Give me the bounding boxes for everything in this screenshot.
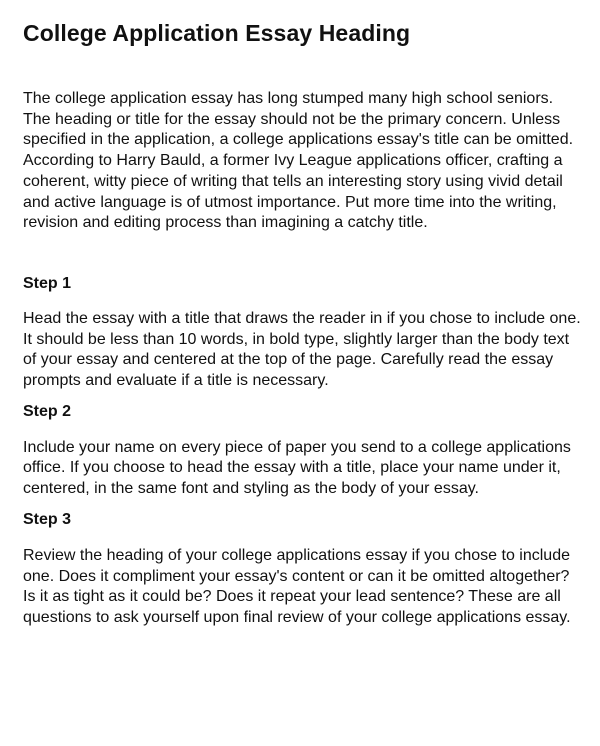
step-2-heading: Step 2 xyxy=(23,402,72,420)
step-1-heading: Step 1 xyxy=(23,274,72,292)
step-3-heading: Step 3 xyxy=(23,510,72,528)
document xyxy=(23,18,583,629)
intro-paragraph: The college application essay has long stumped many high school seniors. The heading or title for the essay should not be the primary concern. Unless specified in the application, a college applications essay's title can be omitted. According to Harry Bauld, a former Ivy League applications officer, crafting a coherent, witty piece of writing that tells an interesting story using vivid detail and active language is of utmost importance. Put more time into the writing, revision and editing process than imagining a catchy title. xyxy=(23,90,574,232)
page-title: College Application Essay Heading xyxy=(23,20,411,46)
step-2-body: Include your name on every piece of paper you send to a college applications office. If you choose to head the essay with a title, place your name under it, centered, in the same font and styling as the body of your essay. xyxy=(23,438,571,498)
step-3-body: Review the heading of your college applications essay if you chose to include one. Does it compliment your essay's content or can it be omitted altogether? Is it as tight as it could be? Does it repeat your lead sentence? These are all questions to ask yourself upon final review of your college applications essay. xyxy=(23,546,571,626)
step-1-body: Head the essay with a title that draws the reader in if you chose to include one. It should be less than 10 words, in bold type, slightly larger than the body text of your essay and centered at the top of the page. Carefully read the essay prompts and evaluate if a title is necessary. xyxy=(23,309,581,390)
